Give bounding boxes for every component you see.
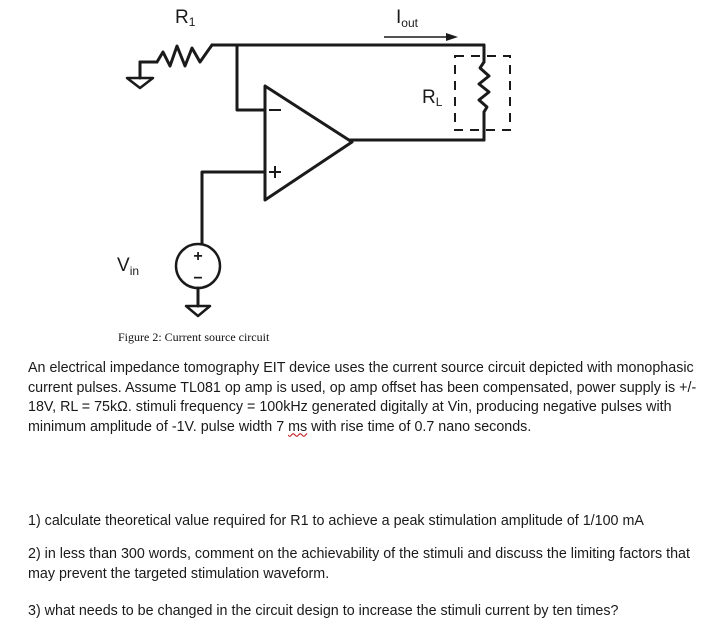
rl-label: RL: [422, 87, 443, 109]
intro-text-before: An electrical impedance tomography EIT device uses the current source circuit depicted with monophasic current pulses. Assume TL081 op amp is used, op amp offset has been compensated, power supply is +/- 18V, RL = 75kΩ. stimuli frequency = 100kHz generated digitally at Vin, producing negative pulses with minimum amplitude of -1V. pulse width 7: [28, 360, 697, 435]
intro-text-after: with rise time of 0.7 nano seconds.: [307, 418, 532, 435]
question-1: 1) calculate theoretical value required for R1 to achieve a peak stimulation amplitude of 1/100 mA: [28, 513, 644, 529]
iout-label: $I_{out}$: [396, 7, 418, 30]
resistor-r1: [157, 45, 212, 66]
question-3: 3) what needs to be changed in the circuit design to increase the stimuli current by ten times?: [28, 603, 619, 619]
misspelled-unit: ms: [288, 418, 308, 435]
iout-arrow: [384, 33, 458, 41]
wire-feedback-inverting: [237, 45, 265, 110]
ground-symbol-left: [127, 62, 153, 88]
source-plus-sign: +: [193, 248, 203, 265]
r1-label: R1: [175, 7, 196, 29]
ground-symbol-bottom: [186, 288, 210, 316]
op-amp-triangle: [265, 86, 352, 200]
figure-caption: Figure 2: Current source circuit: [118, 330, 270, 344]
vin-label: $V_{in}$: [117, 255, 140, 278]
problem-description: [28, 359, 708, 437]
source-minus-sign: −: [193, 270, 203, 287]
resistor-rl: [479, 62, 489, 112]
op-amp-plus-sign: [269, 166, 281, 178]
wire-noninverting-input: [202, 172, 265, 244]
question-2: 2) in less than 300 words, comment on the achievability of the stimuli and discuss the limiting factors that may prevent the targeted stimulation waveform.: [28, 546, 690, 582]
